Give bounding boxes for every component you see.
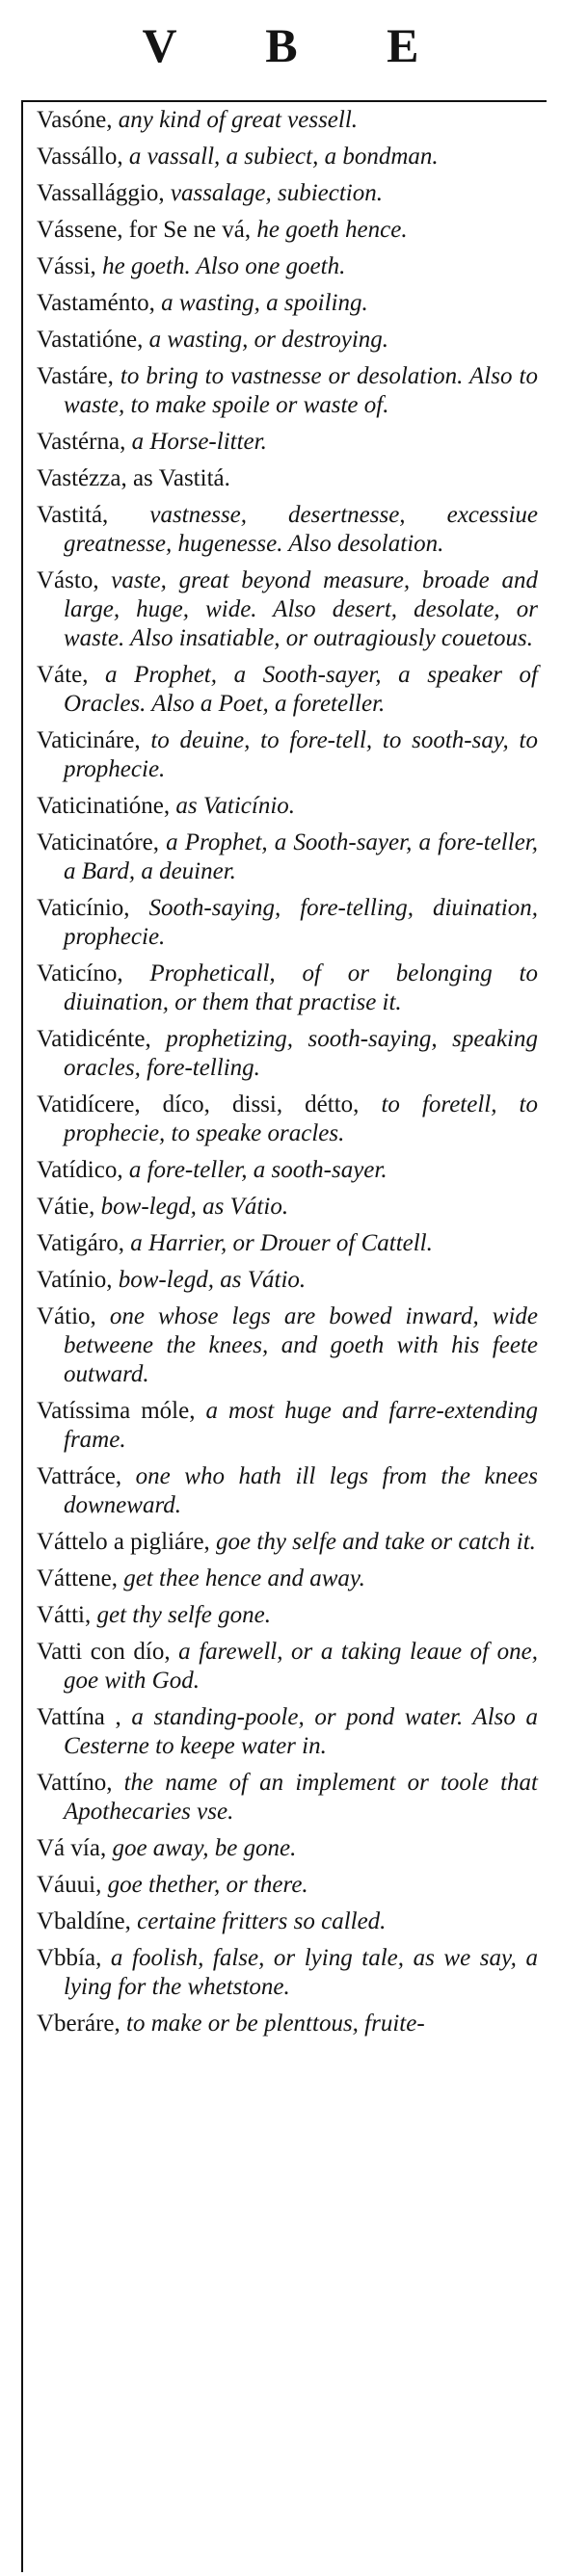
entry-definition: Propheticall, of or belonging to diuination, or them that practise it. <box>64 960 538 1015</box>
entry-definition: vassalage, subiection. <box>164 180 383 206</box>
dictionary-entry <box>37 959 538 1017</box>
entry-headword: Vásto, <box>37 567 99 593</box>
entry-definition: he goeth hence. <box>251 217 408 243</box>
entry-definition: vaste, great beyond measure, broade and large, huge, wide. Also desert, desolate, or waste. Also insatiable, or outragiously couetous. <box>64 567 538 651</box>
entry-headword: Vattráce, <box>37 1463 122 1489</box>
dictionary-entry <box>37 1638 538 1695</box>
entry-definition: a farewell, or a taking leaue of one, goe with God. <box>64 1639 538 1694</box>
entry-headword: Vassállo, <box>37 144 123 170</box>
entry-definition: goe thy selfe and take or catch it. <box>209 1529 536 1555</box>
entry-definition: the name of an implement or toole that Apothecaries vse. <box>64 1770 538 1825</box>
dictionary-entry <box>37 1528 538 1557</box>
entry-headword: Váttene, <box>37 1565 118 1591</box>
entry-headword: Vátio, <box>37 1303 96 1329</box>
dictionary-entry <box>37 289 538 318</box>
dictionary-entry <box>37 1156 538 1185</box>
dictionary-entry <box>37 1703 538 1761</box>
entry-headword: Vbaldíne, <box>37 1908 131 1934</box>
entry-headword: Vátti, <box>37 1602 92 1628</box>
entry-definition: to bring to vastnesse or desolation. Also to waste, to make spoile or waste of. <box>64 363 538 418</box>
entry-headword: Váttelo a pigliáre, <box>37 1529 210 1555</box>
dictionary-entry <box>37 106 538 135</box>
dictionary-entry <box>37 362 538 420</box>
dictionary-entry <box>37 1091 538 1148</box>
entry-headword: Vá vía, <box>37 1835 107 1861</box>
dictionary-entry <box>37 216 538 245</box>
dictionary-entry <box>37 252 538 281</box>
entry-definition: bow-legd, as Vátio. <box>94 1194 289 1220</box>
entry-headword: Vássi, <box>37 253 96 279</box>
entry-definition: to deuine, to fore-tell, to sooth-say, to prophecie. <box>64 727 538 782</box>
dictionary-entry <box>37 428 538 457</box>
page-header <box>0 0 561 92</box>
entry-definition: a Prophet, a Sooth-sayer, a fore-teller, a Bard, a deuiner. <box>64 829 538 884</box>
dictionary-entry <box>37 1462 538 1520</box>
entry-definition: certaine fritters so called. <box>130 1908 387 1934</box>
entry-headword: Vasóne, <box>37 107 113 133</box>
dictionary-entry <box>37 1193 538 1222</box>
entry-headword: Vattíno, <box>37 1770 113 1796</box>
dictionary-entry <box>37 2010 538 2038</box>
dictionary-entry <box>37 143 538 171</box>
dictionary-entry <box>37 661 538 719</box>
entry-headword: Váuui, <box>37 1872 102 1898</box>
entry-definition: one whose legs are bowed inward, wide betweene the knees, and goeth with his feete outward. <box>64 1303 538 1387</box>
entry-definition: a standing-poole, or pond water. Also a Cesterne to keepe water in. <box>64 1704 538 1759</box>
entry-headword: Vatínio, <box>37 1267 113 1293</box>
dictionary-entry <box>37 1834 538 1863</box>
entry-headword: Vastézza, as Vastitá. <box>37 465 230 491</box>
entry-headword: Váte, <box>37 662 89 688</box>
entry-definition: a Prophet, a Sooth-sayer, a speaker of Oracles. Also a Poet, a foreteller. <box>64 662 538 717</box>
entry-definition: goe away, be gone. <box>106 1835 297 1861</box>
entry-headword: Vatíssima móle, <box>37 1398 196 1424</box>
entry-headword: Vastáre, <box>37 363 114 389</box>
entry-definition: any kind of great vessell. <box>112 107 359 133</box>
entry-definition: goe thether, or there. <box>101 1872 308 1898</box>
entry-definition: get thy selfe gone. <box>91 1602 271 1628</box>
dictionary-entry <box>37 1025 538 1083</box>
entry-headword: Vastaménto, <box>37 290 155 316</box>
entry-definition: a Harrier, or Drouer of Cattell. <box>123 1230 433 1256</box>
entry-definition: a most huge and farre-extending frame. <box>64 1398 538 1453</box>
dictionary-entry <box>37 464 538 493</box>
dictionary-entry <box>37 1564 538 1593</box>
entry-headword: Vastatióne, <box>37 327 144 353</box>
entry-definition: prophetizing, sooth-saying, speaking oracles, fore-telling. <box>64 1026 538 1081</box>
entry-headword: Vastitá, <box>37 502 109 528</box>
entry-definition: a wasting, a spoiling. <box>154 290 368 316</box>
entry-definition: Sooth-saying, fore-telling, diuination, prophecie. <box>64 895 538 950</box>
entry-headword: Vaticinatóre, <box>37 829 160 855</box>
dictionary-entry <box>37 1266 538 1295</box>
dictionary-entry <box>37 1397 538 1455</box>
entry-headword: Vastérna, <box>37 429 126 455</box>
dictionary-column <box>37 106 538 2046</box>
entry-definition: get thee hence and away. <box>117 1565 365 1591</box>
entry-definition: to make or be plenttous, fruite- <box>120 2011 425 2037</box>
entry-definition: one who hath ill legs from the knees downeward. <box>64 1463 538 1518</box>
dictionary-entry <box>37 179 538 208</box>
entry-headword: Vaticínio, <box>37 895 130 921</box>
entry-definition: vastnesse, desertnesse, excessiue greatnesse, hugenesse. Also desolation. <box>64 502 538 557</box>
entry-definition: a foolish, false, or lying tale, as we say, a lying for the whetstone. <box>64 1945 538 2000</box>
entry-headword: Vaticinatióne, <box>37 793 171 819</box>
page-title: V B E <box>142 18 458 72</box>
dictionary-entry <box>37 566 538 653</box>
entry-headword: Vátie, <box>37 1194 95 1220</box>
entry-headword: Vássene, for Se ne vá, <box>37 217 252 243</box>
dictionary-entry <box>37 792 538 821</box>
entry-definition: a wasting, or destroying. <box>143 327 389 353</box>
dictionary-entry <box>37 1871 538 1900</box>
entry-headword: Vatidicénte, <box>37 1026 151 1052</box>
entry-headword: Vattína , <box>37 1704 121 1730</box>
entry-headword: Vatigáro, <box>37 1230 124 1256</box>
entry-headword: Vaticíno, <box>37 960 123 986</box>
entry-definition: as Vaticínio. <box>170 793 296 819</box>
entry-headword: Vberáre, <box>37 2011 120 2037</box>
column-rule <box>21 100 23 2572</box>
dictionary-entry <box>37 501 538 559</box>
entry-definition: he goeth. Also one goeth. <box>95 253 346 279</box>
entry-definition: to foretell, to prophecie, to speake oracles. <box>64 1091 538 1146</box>
entry-definition: a Horse-litter. <box>125 429 267 455</box>
entry-headword: Vaticináre, <box>37 727 141 753</box>
dictionary-entry <box>37 894 538 952</box>
entry-headword: Vatti con dío, <box>37 1639 171 1665</box>
entry-definition: a fore-teller, a sooth-sayer. <box>122 1157 387 1183</box>
dictionary-entry <box>37 1907 538 1936</box>
dictionary-entry <box>37 828 538 886</box>
dictionary-entry <box>37 1302 538 1389</box>
dictionary-entry <box>37 1229 538 1258</box>
entry-headword: Vatidícere, díco, dissi, détto, <box>37 1091 360 1117</box>
header-rule <box>21 100 547 102</box>
entry-headword: Vbbía, <box>37 1945 102 1971</box>
entry-definition: a vassall, a subiect, a bondman. <box>122 144 439 170</box>
entry-headword: Vatídico, <box>37 1157 123 1183</box>
dictionary-entry <box>37 1769 538 1827</box>
entry-definition: bow-legd, as Vátio. <box>112 1267 307 1293</box>
dictionary-entry <box>37 726 538 784</box>
dictionary-entry <box>37 1944 538 2002</box>
dictionary-entry <box>37 1601 538 1630</box>
entry-headword: Vassallággio, <box>37 180 165 206</box>
dictionary-entry <box>37 326 538 355</box>
